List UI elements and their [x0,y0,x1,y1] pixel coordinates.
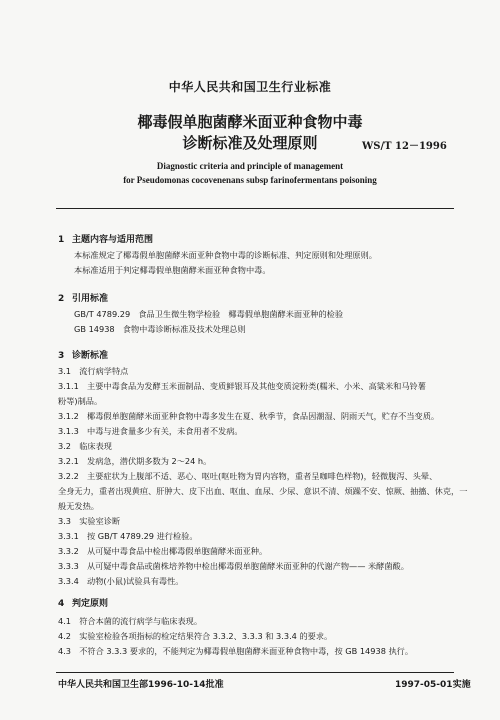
section-title: 诊断标准 [72,351,109,361]
document-title-line-1: 椰毒假单胞菌酵米面亚种食物中毒 [137,113,363,131]
clause-line: 3.1.2 椰毒假单胞菌酵米面亚种食物中毒多发生在夏、秋季节，食品因潮湿、阴雨天气，贮存不当变质。 [58,411,440,421]
english-title-line-1: Diagnostic criteria and principle of management [156,161,344,171]
paragraph-line: 本标准规定了椰毒假单胞菌酵米面亚种食物中毒的诊断标准、判定原则和处理原则。 [74,250,377,260]
clause-line: 3.3.4 动物(小鼠)试验具有毒性。 [58,576,184,586]
issuer-title: 中华人民共和国卫生行业标准 [168,80,332,94]
clause-line: 4.3 不符合 3.3.3 要求的，不能判定为椰毒假单胞菌酵米面亚种食物中毒，按 GB 14938 执行。 [58,646,414,656]
section-number: 3 [58,351,65,361]
clause-line: 3.3.1 按 GB/T 4789.29 进行检验。 [58,531,198,541]
clause-line: 3.3 实验室诊断 [58,516,121,526]
section-number: 2 [58,294,65,304]
clause-line: 3.2 临床表现 [58,441,112,451]
clause-line: 3.1 流行病学特点 [58,366,129,376]
approval-note: 中华人民共和国卫生部1996-10-14批准 [58,680,224,690]
clause-line: 4.1 符合本菌的流行病学与临床表现。 [58,616,203,626]
section-number: 1 [58,235,65,245]
clause-line: 3.1.1 主要中毒食品为发酵玉米面制品、变质鲜银耳及其他变质淀粉类(糯米、小米、高粱米和马铃薯 [58,381,426,391]
clause-line: 3.1.3 中毒与进食量多少有关，未食用者不发病。 [58,426,243,436]
section-number: 4 [58,599,65,609]
paragraph-line: 本标准适用于判定椰毒假单胞菌酵米面亚种食物中毒。 [74,265,271,275]
section-heading-3 [58,348,108,361]
clause-line: 粉等)制品。 [58,396,103,406]
section-title: 主题内容与适用范围 [72,235,154,245]
clause-line: 全身无力，重者出现黄疸、肝肿大、皮下出血、呕血、血尿、少尿、意识不清、烦躁不安、惊厥、抽搐、休克，一 [58,486,468,496]
english-title-line-2: for Pseudomonas cocovenenans subsp farinofermentans poisoning [123,175,377,185]
section-title: 引用标准 [72,294,109,304]
clause-line: 3.2.1 发病急，潜伏期多数为 2～24 h。 [58,456,212,466]
header-divider [56,208,454,209]
reference-line: GB/T 4789.29 食品卫生微生物学检验 椰毒假单胞菌酵米面亚种的检验 [74,309,344,319]
clause-line: 3.3.2 从可疑中毒食品中检出椰毒假单胞菌酵米面亚种。 [58,546,268,556]
footer-divider [56,672,454,673]
effective-date: 1997-05-01实施 [395,680,471,690]
clause-line: 3.2.2 主要症状为上腹部不适、恶心、呕吐(呕吐物为胃内容物，重者呈咖啡色样物)，轻微腹泻、头晕、 [58,471,438,481]
document-title-line-2: 诊断标准及处理原则 [182,134,318,152]
reference-line: GB 14938 食物中毒诊断标准及技术处理总则 [74,324,246,334]
section-heading-4 [58,596,108,609]
clause-line: 般无发热。 [58,501,99,511]
section-heading-2 [58,291,108,304]
clause-line: 3.3.3 从可疑中毒食品或菌株培养物中检出椰毒假单胞菌酵米面亚种的代谢产物—— 米酵菌酸。 [58,561,409,571]
standard-code: WS/T 12－1996 [362,141,447,152]
clause-line: 4.2 实验室检验各项指标的检定结果符合 3.3.2、3.3.3 和 3.3.4 的要求。 [58,631,333,641]
section-title: 判定原则 [72,599,109,609]
section-heading-1 [58,232,153,245]
